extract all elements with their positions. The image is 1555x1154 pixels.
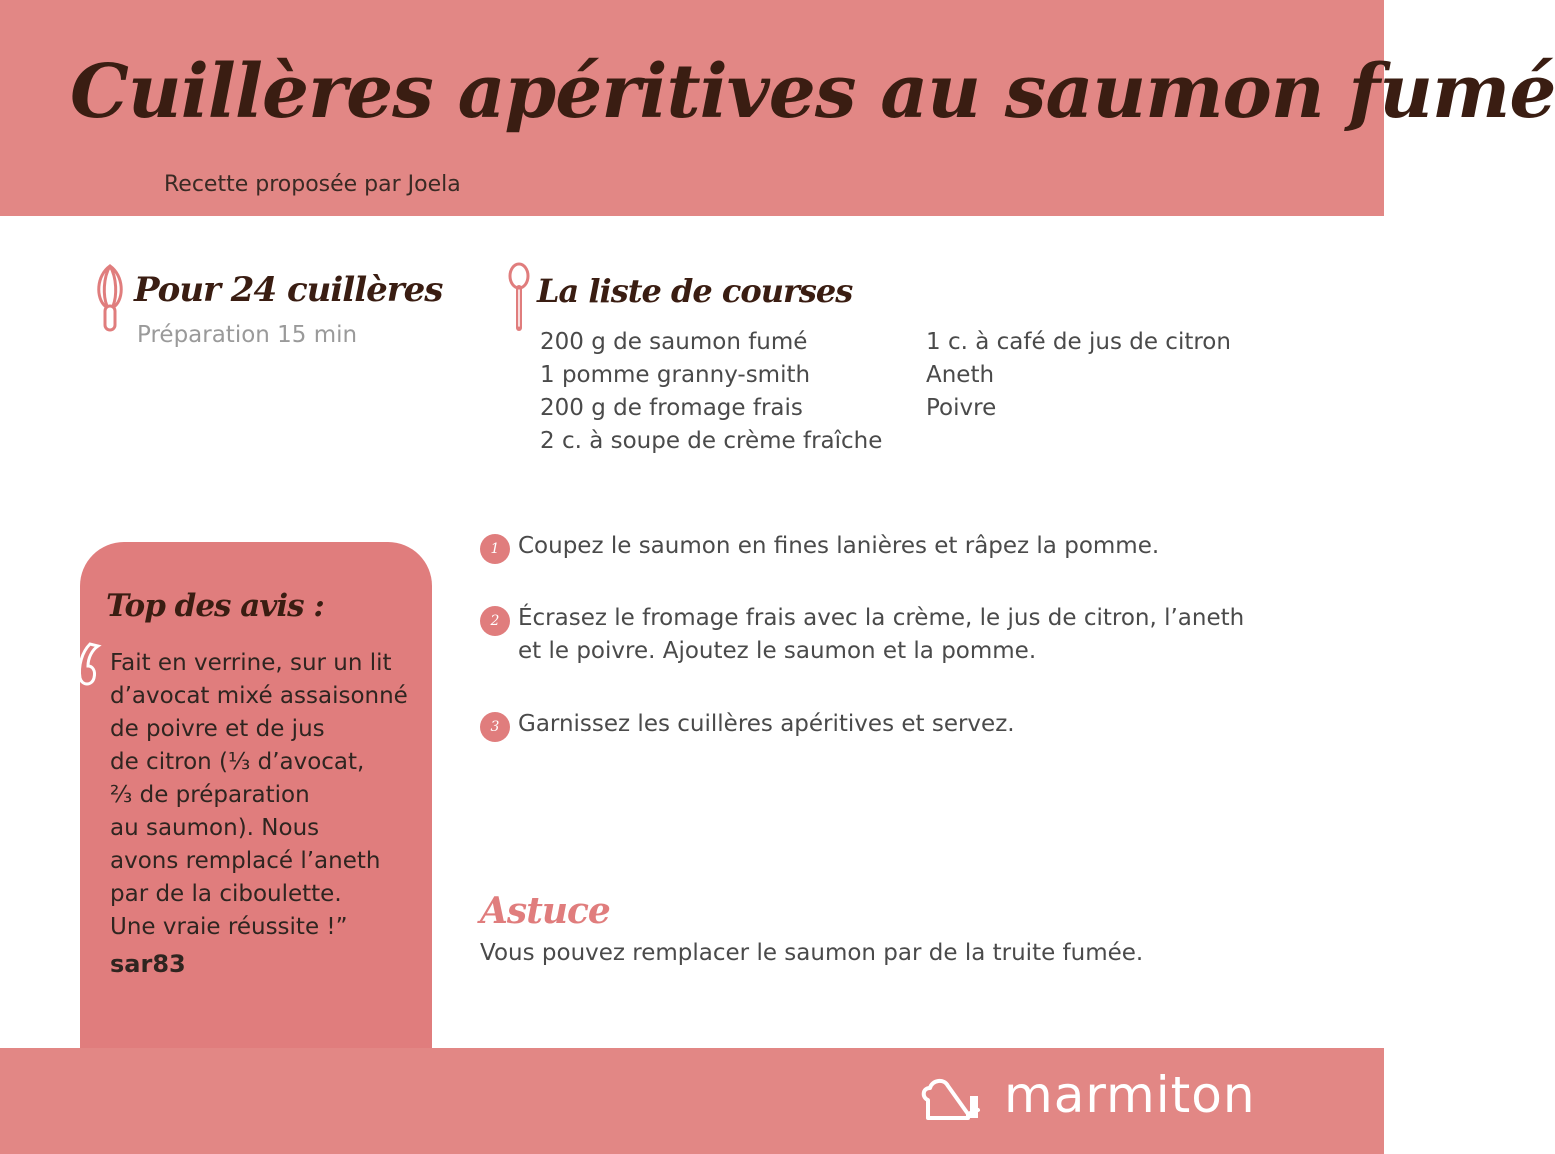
review-line: au saumon). Nous xyxy=(110,815,320,841)
step-text xyxy=(518,530,1308,563)
review-line: de poivre et de jus xyxy=(110,716,325,742)
ingredient: Poivre xyxy=(926,395,997,421)
prep-time: Préparation 15 min xyxy=(137,322,358,348)
step-text xyxy=(518,708,1308,741)
ingredient: 200 g de saumon fumé xyxy=(540,329,808,355)
servings-title: Pour 24 cuillères xyxy=(134,270,443,310)
tip-title: Astuce xyxy=(480,890,610,932)
quote-icon xyxy=(52,640,106,688)
recipe-author: Recette proposée par Joela xyxy=(164,172,461,197)
step-number-badge: 1 xyxy=(480,534,510,564)
ingredient: 2 c. à soupe de crème fraîche xyxy=(540,428,883,454)
step-number-badge: 2 xyxy=(480,606,510,636)
review-line: ⅔ de préparation xyxy=(110,782,310,808)
step-line: et le poivre. Ajoutez le saumon et la pomme. xyxy=(518,638,1037,664)
step-line: Coupez le saumon en fines lanières et râpez la pomme. xyxy=(518,533,1160,559)
review-line: avons remplacé l’aneth xyxy=(110,848,381,874)
ingredient: Aneth xyxy=(926,362,995,388)
shopping-list-title: La liste de courses xyxy=(537,272,853,310)
review-line: par de la ciboulette. xyxy=(110,881,342,907)
ingredient: 1 pomme granny-smith xyxy=(540,362,811,388)
review-line: de citron (⅓ d’avocat, xyxy=(110,749,365,775)
brand-logo-text[interactable]: marmiton xyxy=(1004,1066,1256,1124)
step-line: Garnissez les cuillères apéritives et servez. xyxy=(518,711,1015,737)
ingredient: 200 g de fromage frais xyxy=(540,395,803,421)
chef-hat-icon xyxy=(920,1074,986,1124)
review-text xyxy=(110,647,420,944)
step-number-badge: 3 xyxy=(480,712,510,742)
recipe-title: Cuillères apéritives au saumon fumé xyxy=(70,49,1555,135)
review-author: sar83 xyxy=(110,950,186,978)
review-line: Fait en verrine, sur un lit xyxy=(110,650,392,676)
ingredient: 1 c. à café de jus de citron xyxy=(926,329,1231,355)
review-title: Top des avis : xyxy=(106,588,324,624)
review-line: d’avocat mixé assaisonné xyxy=(110,683,408,709)
spoon-icon xyxy=(506,262,532,334)
step-line: Écrasez le fromage frais avec la crème, le jus de citron, l’aneth xyxy=(518,605,1245,631)
ingredients-column-2 xyxy=(926,326,1231,425)
ingredients-column-1 xyxy=(540,326,882,458)
tip-text: Vous pouvez remplacer le saumon par de la truite fumée. xyxy=(480,940,1144,966)
whisk-icon xyxy=(92,262,128,334)
step-text xyxy=(518,602,1308,668)
review-line: Une vraie réussite !” xyxy=(110,914,348,940)
